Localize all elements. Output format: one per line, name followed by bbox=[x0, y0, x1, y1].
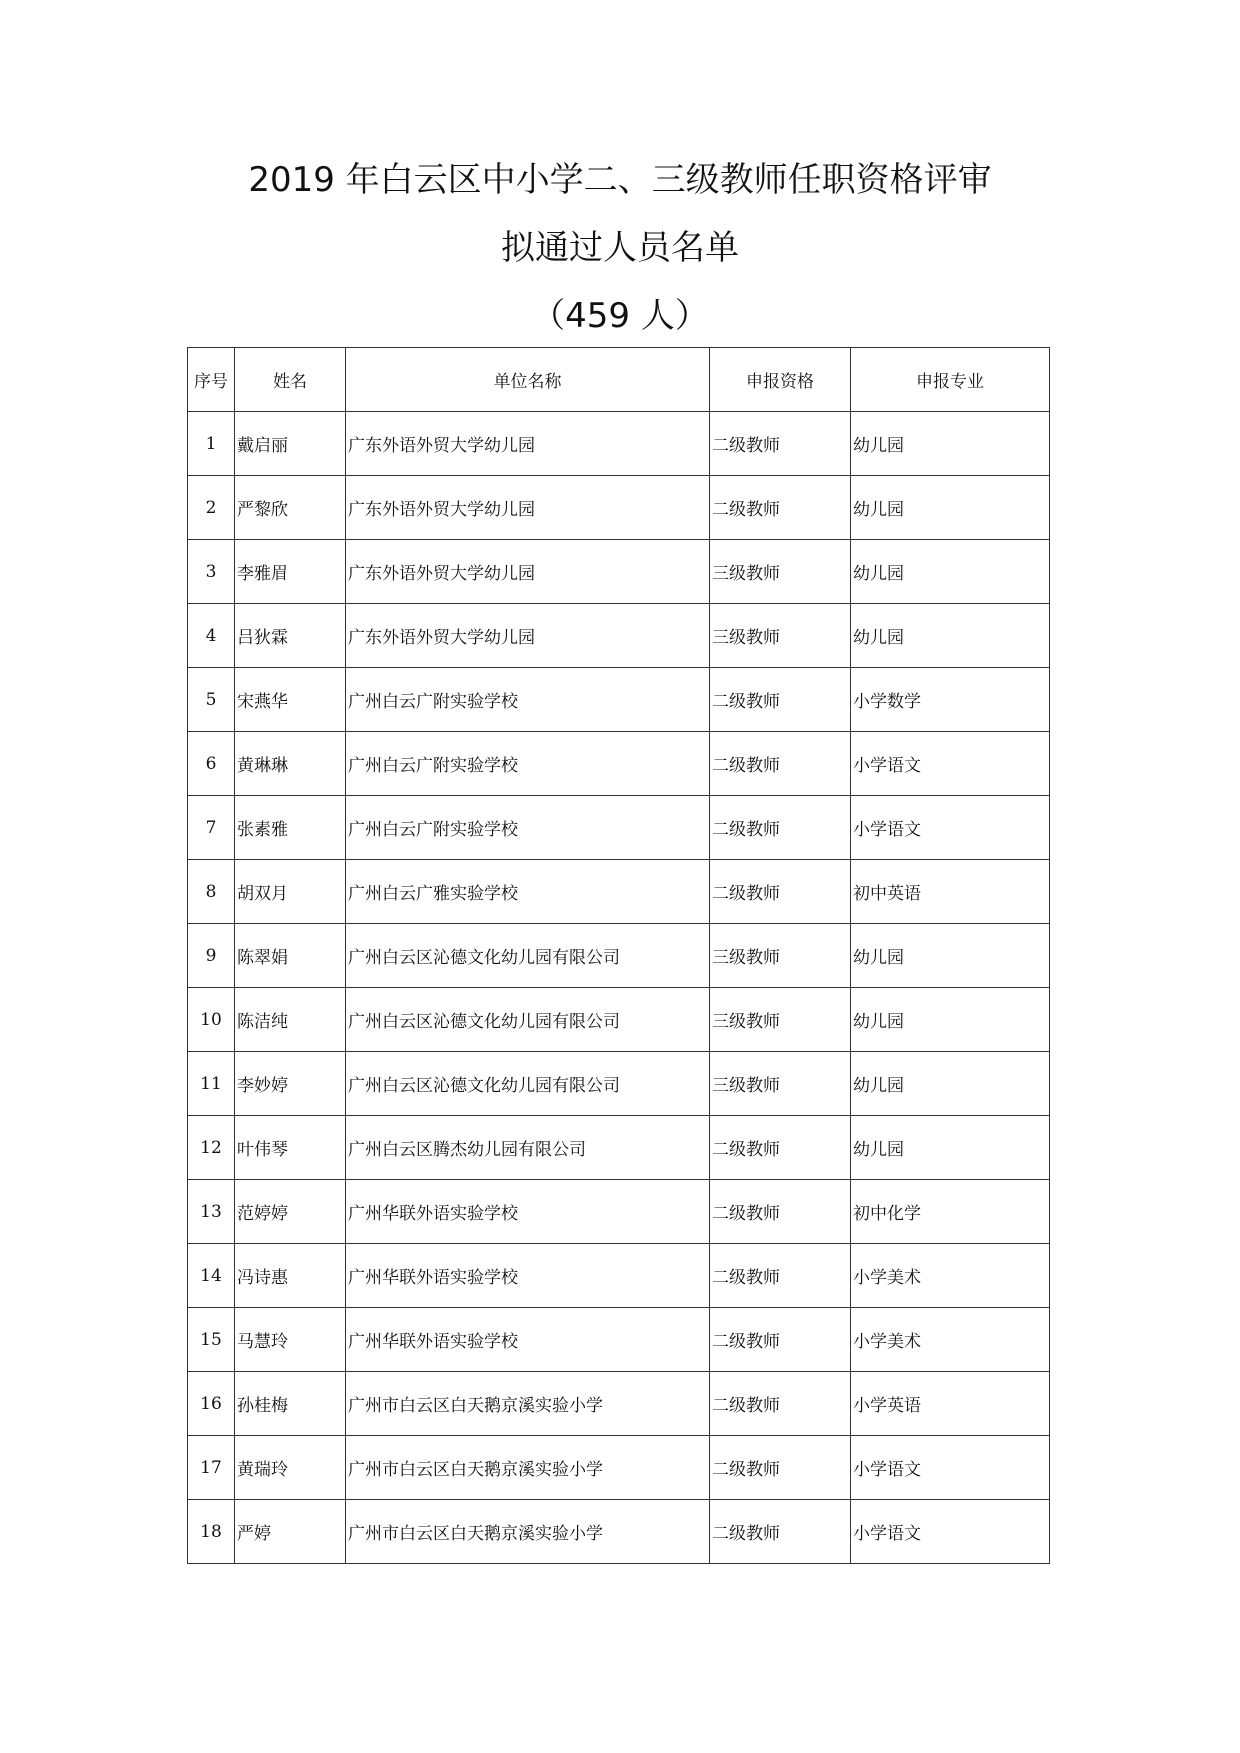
cell-specialty: 小学语文 bbox=[851, 1500, 1050, 1564]
cell-name: 陈翠娟 bbox=[235, 924, 346, 988]
cell-index: 4 bbox=[188, 604, 235, 668]
cell-specialty: 幼儿园 bbox=[851, 1052, 1050, 1116]
cell-name: 胡双月 bbox=[235, 860, 346, 924]
header-unit: 单位名称 bbox=[346, 348, 710, 412]
cell-name: 冯诗惠 bbox=[235, 1244, 346, 1308]
cell-name: 叶伟琴 bbox=[235, 1116, 346, 1180]
cell-specialty: 幼儿园 bbox=[851, 988, 1050, 1052]
cell-qualification: 二级教师 bbox=[710, 796, 851, 860]
cell-unit: 广州白云区沁德文化幼儿园有限公司 bbox=[346, 988, 710, 1052]
cell-unit: 广州白云广附实验学校 bbox=[346, 796, 710, 860]
cell-specialty: 小学数学 bbox=[851, 668, 1050, 732]
cell-unit: 广州白云区沁德文化幼儿园有限公司 bbox=[346, 1052, 710, 1116]
cell-unit: 广州白云广附实验学校 bbox=[346, 732, 710, 796]
table-row bbox=[188, 1500, 1050, 1564]
table-header-row bbox=[188, 348, 1050, 412]
table-row bbox=[188, 1308, 1050, 1372]
table-row bbox=[188, 668, 1050, 732]
cell-qualification: 二级教师 bbox=[710, 1436, 851, 1500]
cell-name: 宋燕华 bbox=[235, 668, 346, 732]
cell-name: 李雅眉 bbox=[235, 540, 346, 604]
cell-specialty: 小学美术 bbox=[851, 1308, 1050, 1372]
table-row bbox=[188, 796, 1050, 860]
cell-index: 10 bbox=[188, 988, 235, 1052]
table-row bbox=[188, 732, 1050, 796]
cell-index: 5 bbox=[188, 668, 235, 732]
candidate-table bbox=[187, 347, 1050, 1564]
cell-unit: 广州白云区沁德文化幼儿园有限公司 bbox=[346, 924, 710, 988]
cell-name: 黄瑞玲 bbox=[235, 1436, 346, 1500]
table-row bbox=[188, 1180, 1050, 1244]
cell-specialty: 幼儿园 bbox=[851, 924, 1050, 988]
cell-index: 3 bbox=[188, 540, 235, 604]
cell-qualification: 三级教师 bbox=[710, 988, 851, 1052]
table-row bbox=[188, 476, 1050, 540]
table-row bbox=[188, 860, 1050, 924]
cell-qualification: 二级教师 bbox=[710, 1500, 851, 1564]
cell-qualification: 二级教师 bbox=[710, 732, 851, 796]
table-row bbox=[188, 988, 1050, 1052]
cell-unit: 广州白云区腾杰幼儿园有限公司 bbox=[346, 1116, 710, 1180]
cell-unit: 广州华联外语实验学校 bbox=[346, 1244, 710, 1308]
cell-unit: 广东外语外贸大学幼儿园 bbox=[346, 604, 710, 668]
cell-name: 黄琳琳 bbox=[235, 732, 346, 796]
cell-qualification: 二级教师 bbox=[710, 1244, 851, 1308]
cell-unit: 广州市白云区白天鹅京溪实验小学 bbox=[346, 1436, 710, 1500]
cell-specialty: 幼儿园 bbox=[851, 604, 1050, 668]
cell-specialty: 小学语文 bbox=[851, 796, 1050, 860]
cell-name: 陈洁纯 bbox=[235, 988, 346, 1052]
cell-index: 2 bbox=[188, 476, 235, 540]
cell-index: 7 bbox=[188, 796, 235, 860]
cell-name: 严婷 bbox=[235, 1500, 346, 1564]
cell-name: 严黎欣 bbox=[235, 476, 346, 540]
table-row bbox=[188, 412, 1050, 476]
document-subtitle: 拟通过人员名单 bbox=[501, 228, 739, 268]
cell-specialty: 小学语文 bbox=[851, 1436, 1050, 1500]
cell-name: 马慧玲 bbox=[235, 1308, 346, 1372]
cell-index: 12 bbox=[188, 1116, 235, 1180]
cell-unit: 广州华联外语实验学校 bbox=[346, 1308, 710, 1372]
header-qualification: 申报资格 bbox=[710, 348, 851, 412]
cell-index: 9 bbox=[188, 924, 235, 988]
table-row bbox=[188, 1244, 1050, 1308]
cell-qualification: 二级教师 bbox=[710, 476, 851, 540]
header-name: 姓名 bbox=[235, 348, 346, 412]
cell-name: 范婷婷 bbox=[235, 1180, 346, 1244]
cell-specialty: 初中英语 bbox=[851, 860, 1050, 924]
cell-index: 15 bbox=[188, 1308, 235, 1372]
cell-name: 戴启丽 bbox=[235, 412, 346, 476]
cell-qualification: 二级教师 bbox=[710, 1308, 851, 1372]
cell-qualification: 二级教师 bbox=[710, 860, 851, 924]
cell-unit: 广州白云广雅实验学校 bbox=[346, 860, 710, 924]
cell-index: 8 bbox=[188, 860, 235, 924]
header-index: 序号 bbox=[188, 348, 235, 412]
table-row bbox=[188, 540, 1050, 604]
cell-qualification: 二级教师 bbox=[710, 1116, 851, 1180]
document-count: （459 人） bbox=[531, 296, 709, 336]
cell-qualification: 三级教师 bbox=[710, 540, 851, 604]
cell-qualification: 二级教师 bbox=[710, 412, 851, 476]
table-row bbox=[188, 1116, 1050, 1180]
cell-unit: 广州市白云区白天鹅京溪实验小学 bbox=[346, 1372, 710, 1436]
cell-unit: 广州市白云区白天鹅京溪实验小学 bbox=[346, 1500, 710, 1564]
cell-qualification: 二级教师 bbox=[710, 668, 851, 732]
cell-unit: 广州白云广附实验学校 bbox=[346, 668, 710, 732]
cell-unit: 广东外语外贸大学幼儿园 bbox=[346, 540, 710, 604]
cell-specialty: 幼儿园 bbox=[851, 540, 1050, 604]
cell-qualification: 三级教师 bbox=[710, 924, 851, 988]
table-row bbox=[188, 1436, 1050, 1500]
cell-index: 17 bbox=[188, 1436, 235, 1500]
cell-index: 13 bbox=[188, 1180, 235, 1244]
cell-unit: 广东外语外贸大学幼儿园 bbox=[346, 412, 710, 476]
table-row bbox=[188, 924, 1050, 988]
cell-name: 吕狄霖 bbox=[235, 604, 346, 668]
header-specialty: 申报专业 bbox=[851, 348, 1050, 412]
cell-specialty: 小学语文 bbox=[851, 732, 1050, 796]
cell-specialty: 小学英语 bbox=[851, 1372, 1050, 1436]
cell-index: 18 bbox=[188, 1500, 235, 1564]
cell-qualification: 三级教师 bbox=[710, 1052, 851, 1116]
table-row bbox=[188, 1052, 1050, 1116]
cell-name: 李妙婷 bbox=[235, 1052, 346, 1116]
cell-index: 1 bbox=[188, 412, 235, 476]
cell-specialty: 小学美术 bbox=[851, 1244, 1050, 1308]
cell-specialty: 幼儿园 bbox=[851, 476, 1050, 540]
cell-unit: 广州华联外语实验学校 bbox=[346, 1180, 710, 1244]
cell-index: 11 bbox=[188, 1052, 235, 1116]
cell-specialty: 初中化学 bbox=[851, 1180, 1050, 1244]
cell-qualification: 二级教师 bbox=[710, 1180, 851, 1244]
cell-index: 14 bbox=[188, 1244, 235, 1308]
cell-specialty: 幼儿园 bbox=[851, 1116, 1050, 1180]
document-title: 2019 年白云区中小学二、三级教师任职资格评审 bbox=[248, 160, 992, 200]
cell-index: 6 bbox=[188, 732, 235, 796]
cell-index: 16 bbox=[188, 1372, 235, 1436]
cell-qualification: 三级教师 bbox=[710, 604, 851, 668]
table-row bbox=[188, 1372, 1050, 1436]
cell-qualification: 二级教师 bbox=[710, 1372, 851, 1436]
table-body bbox=[188, 412, 1050, 1564]
cell-name: 张素雅 bbox=[235, 796, 346, 860]
cell-name: 孙桂梅 bbox=[235, 1372, 346, 1436]
cell-unit: 广东外语外贸大学幼儿园 bbox=[346, 476, 710, 540]
cell-specialty: 幼儿园 bbox=[851, 412, 1050, 476]
table-row bbox=[188, 604, 1050, 668]
